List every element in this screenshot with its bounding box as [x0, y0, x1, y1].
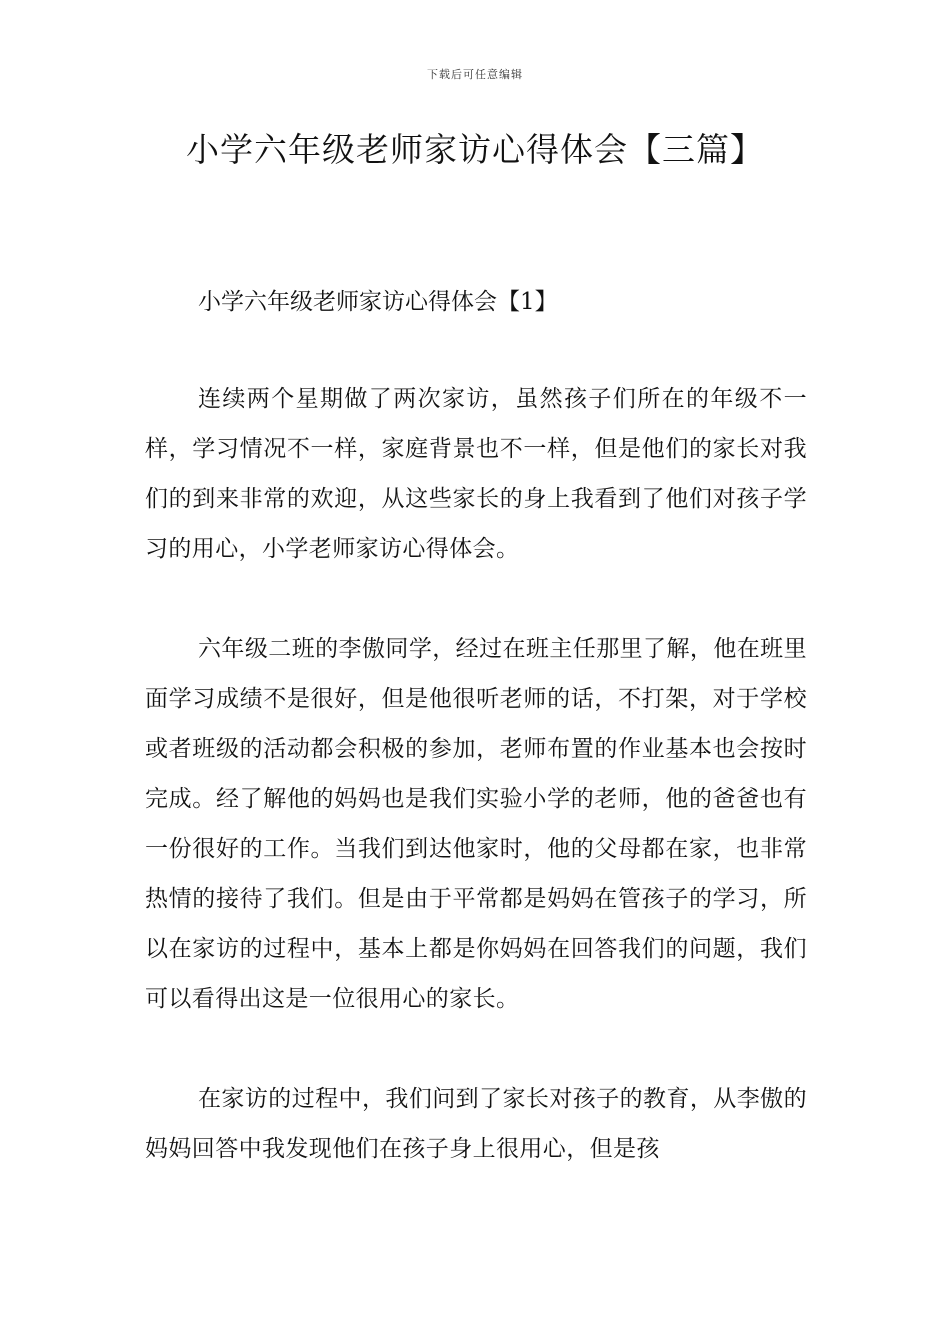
section-subtitle: 小学六年级老师家访心得体会【1】 — [198, 289, 558, 315]
document-body — [145, 282, 807, 1224]
header-note: 下载后可任意编辑 — [427, 68, 523, 81]
document-title: 小学六年级老师家访心得体会【三篇】 — [186, 130, 764, 169]
paragraph-3: 在家访的过程中，我们问到了家长对孩子的教育，从李傲的妈妈回答中我发现他们在孩子身上很用心，但是孩 — [145, 1086, 807, 1162]
paragraph-1: 连续两个星期做了两次家访，虽然孩子们所在的年级不一样，学习情况不一样，家庭背景也不一样，但是他们的家长对我们的到来非常的欢迎，从这些家长的身上我看到了他们对孩子学习的用心，小学老师家访心得体会。 — [145, 386, 807, 562]
paragraph-2: 六年级二班的李傲同学，经过在班主任那里了解，他在班里面学习成绩不是很好，但是他很听老师的话，不打架，对于学校或者班级的活动都会积极的参加，老师布置的作业基本也会按时完成。经了解他的妈妈也是我们实验小学的老师，他的爸爸也有一份很好的工作。当我们到达他家时，他的父母都在家，也非常热情的接待了我们。但是由于平常都是妈妈在管孩子的学习，所以在家访的过程中，基本上都是你妈妈在回答我们的问题，我们可以看得出这是一位很用心的家长。 — [145, 636, 807, 1012]
